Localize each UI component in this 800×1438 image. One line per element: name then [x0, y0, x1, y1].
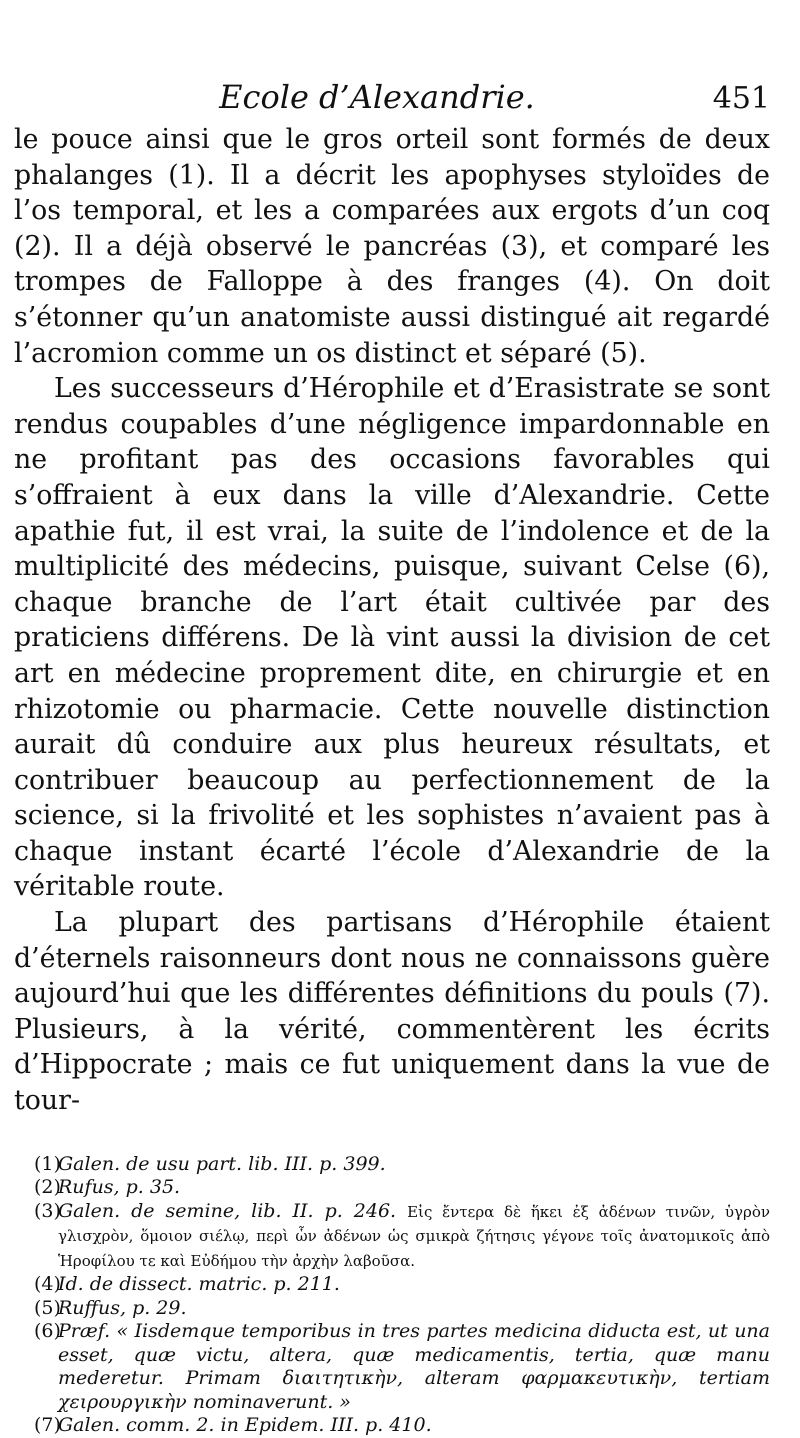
paragraph: La plupart des partisans d’Hérophile étaient d’éternels raisonneurs dont nous ne connaissons guère aujourd’hui que les différentes définitions du pouls (7). Plusieurs, à la vérité, commentèrent les écrits d’Hippocrate ; mais ce fut uniquement dans la vue de tour- [14, 907, 770, 1117]
footnotes [14, 1153, 770, 1438]
page-number: 451 [712, 81, 770, 116]
footnote-number: (7) [34, 1414, 61, 1437]
main-text [14, 122, 770, 1119]
footnote-number: (4) [34, 1273, 61, 1296]
footnote-number: (6) [34, 1320, 61, 1343]
footnote-text: Rufus, p. 35. [58, 1176, 181, 1199]
paragraph: le pouce ainsi que le gros orteil sont formés de deux phalanges (1). Il a décrit les apophyses styloïdes de l’os temporal, et les a comparées aux ergots d’un coq (2). Il a déjà observé le pancréas (3), et comparé les trompes de Falloppe à des franges (4). On doit s’étonner qu’un anatomiste aussi distingué ait regardé l’acromion comme un os distinct et séparé (5). [14, 124, 770, 369]
footnote [14, 1153, 770, 1177]
footnote [14, 1176, 770, 1200]
footnote [14, 1320, 770, 1414]
footnote-text: Galen. de usu part. lib. III. p. 399. [58, 1152, 386, 1175]
footnote-body [58, 1200, 770, 1274]
footnote-greek-quote: Εἰς ἔντερα δὲ ἥκει ἐξ ἀδένων τινῶν, ὑγρὸν γλισχρὸν, ὅμοιον σιέλῳ, περὶ ὧν ἀδένων ὡς σμικρὰ ζήτησις γέγονε τοῖς ἀνατομικοῖς ἀπὸ Ἡροφίλου τε καὶ Εὐδήμου τὴν ἀρχὴν λαβοῦσα. [58, 1202, 770, 1270]
paragraph: Les successeurs d’Hérophile et d’Erasistrate se sont rendus coupables d’une négligence impardonnable en ne profitant pas des occasions favorables qui s’offraient à eux dans la ville d’Alexandrie. Cette apathie fut, il est vrai, la suite de l’indolence et de la multiplicité des médecins, puisque, suivant Celse (6), chaque branche de l’art était cultivée par des praticiens différens. De là vint aussi la division de cet art en médecine proprement dite, en chirurgie et en rhizotomie ou pharmacie. Cette nouvelle distinction aurait dû conduire aux plus heureux résultats, et contribuer beaucoup au perfectionnement de la science, si la frivolité et les sophistes n’avaient pas à chaque instant écarté l’école d’Alexandrie de la véritable route. [14, 373, 770, 903]
footnote [14, 1273, 770, 1297]
running-title: Ecole d’Alexandrie. [219, 78, 535, 116]
footnote-number: (3) [34, 1199, 61, 1222]
footnote-text: Galen. comm. 2. in Epidem. III. p. 410. [58, 1414, 432, 1437]
footnote-number: (1) [34, 1152, 61, 1175]
footnote-number: (2) [34, 1176, 61, 1199]
footnote-number: (5) [34, 1296, 61, 1319]
footnote [14, 1297, 770, 1321]
running-header [14, 78, 770, 122]
footnote-text: Galen. de semine, lib. II. p. 246. [58, 1199, 397, 1222]
footnote-text: Ruffus, p. 29. [58, 1296, 187, 1319]
footnote [14, 1414, 770, 1438]
footnote-text: Id. de dissect. matric. p. 211. [58, 1273, 340, 1296]
footnote [14, 1200, 770, 1274]
footnote-text: Præf. « Iisdemque temporibus in tres partes medicina diducta est, ut una esset, quæ victu, altera, quæ medicamentis, tertia, quæ manu mederetur. Primam διαιτητικὴν, alteram φαρμακευτικὴν, tertiam χειρουργικὴν nominaverunt. » [58, 1320, 770, 1413]
